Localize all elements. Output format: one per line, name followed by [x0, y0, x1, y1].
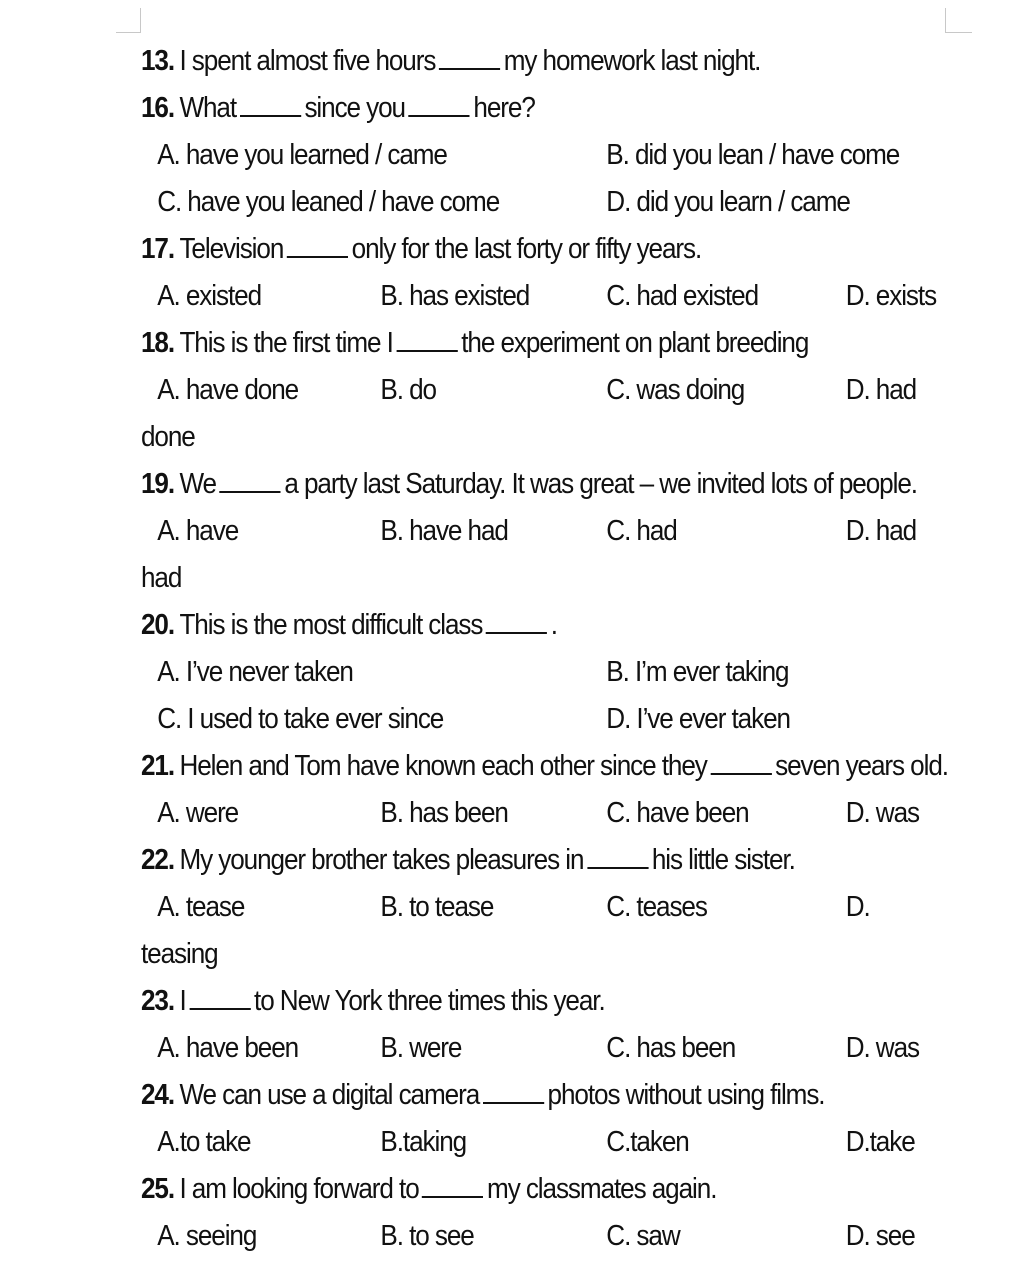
- answer-blank: [486, 608, 547, 634]
- question-number: 24.: [141, 1079, 175, 1111]
- options-row: [141, 649, 870, 696]
- page-corner-marker-right: [945, 8, 972, 33]
- option-b[interactable]: B. do: [380, 374, 436, 406]
- options-row: [141, 273, 937, 320]
- question-text: here?: [473, 92, 535, 124]
- question-number: 25.: [141, 1173, 175, 1205]
- question-number: 17.: [141, 233, 175, 265]
- answer-blank: [396, 326, 457, 352]
- option-d-continued: done: [141, 421, 195, 453]
- option-b[interactable]: B. were: [380, 1032, 462, 1064]
- question-22: [141, 837, 870, 884]
- question-text: We can use a digital camera: [179, 1079, 480, 1111]
- option-d[interactable]: D. had: [845, 515, 917, 547]
- question-number: 19.: [141, 468, 175, 500]
- question-text: I: [179, 985, 186, 1017]
- options-row: [141, 696, 870, 743]
- option-a[interactable]: A. were: [157, 797, 239, 829]
- question-16: [141, 85, 870, 132]
- option-c[interactable]: C. have been: [606, 797, 749, 829]
- answer-blank: [240, 91, 301, 117]
- option-c[interactable]: C. had existed: [606, 280, 759, 312]
- option-a[interactable]: A. tease: [157, 891, 245, 923]
- option-d[interactable]: D.: [845, 891, 870, 923]
- option-d[interactable]: D. see: [845, 1220, 915, 1252]
- question-text: Helen and Tom have known each other since they: [179, 750, 707, 782]
- option-b[interactable]: B.taking: [380, 1126, 467, 1158]
- question-number: 16.: [141, 92, 175, 124]
- question-text: only for the last forty or fifty years.: [351, 233, 702, 265]
- option-b[interactable]: B. have had: [380, 515, 508, 547]
- question-17: [141, 226, 870, 273]
- question-21: [141, 743, 948, 790]
- option-c[interactable]: C. had: [606, 515, 677, 547]
- options-row: [141, 367, 917, 414]
- question-text: a party last Saturday. It was great – we invited lots of people.: [284, 468, 917, 500]
- option-c[interactable]: C. have you leaned / have come: [157, 186, 500, 218]
- question-number: 21.: [141, 750, 175, 782]
- options-row: [141, 884, 870, 931]
- option-c[interactable]: C. teases: [606, 891, 707, 923]
- option-b[interactable]: B. did you lean / have come: [606, 139, 900, 171]
- question-number: 13.: [141, 45, 175, 77]
- answer-blank: [287, 232, 348, 258]
- option-d[interactable]: D.take: [845, 1126, 915, 1158]
- option-a[interactable]: A.to take: [157, 1126, 251, 1158]
- question-text: my homework last night.: [503, 45, 761, 77]
- question-text: Television: [179, 233, 284, 265]
- question-text: seven years old.: [775, 750, 948, 782]
- answer-blank: [422, 1172, 483, 1198]
- question-20: [141, 602, 870, 649]
- question-number: 23.: [141, 985, 175, 1017]
- options-row: [141, 1213, 915, 1260]
- option-a[interactable]: A. seeing: [157, 1220, 257, 1252]
- question-text: the experiment on plant breeding: [461, 327, 809, 359]
- option-c[interactable]: C. was doing: [606, 374, 745, 406]
- option-a[interactable]: A. have you learned / came: [157, 139, 447, 171]
- answer-blank: [587, 843, 648, 869]
- option-b[interactable]: B. to see: [380, 1220, 474, 1252]
- option-d[interactable]: D. was: [845, 797, 919, 829]
- question-text: photos without using films.: [547, 1079, 825, 1111]
- question-text: I am looking forward to: [179, 1173, 419, 1205]
- option-c[interactable]: C. has been: [606, 1032, 736, 1064]
- option-b[interactable]: B. has been: [380, 797, 508, 829]
- question-text: We: [179, 468, 216, 500]
- question-text: This is the most difficult class: [179, 609, 483, 641]
- option-b[interactable]: B. I’m ever taking: [606, 656, 789, 688]
- answer-blank: [483, 1078, 544, 1104]
- options-row: [141, 1119, 915, 1166]
- question-text: to New York three times this year.: [254, 985, 605, 1017]
- option-d[interactable]: D. I’ve ever taken: [606, 703, 790, 735]
- option-c[interactable]: C.taken: [606, 1126, 689, 1158]
- question-text: his little sister.: [651, 844, 795, 876]
- answer-blank: [409, 91, 470, 117]
- option-a[interactable]: A. have been: [157, 1032, 299, 1064]
- question-18: [141, 320, 870, 367]
- question-text: my classmates again.: [487, 1173, 717, 1205]
- option-d[interactable]: D. exists: [845, 280, 937, 312]
- options-row: [141, 508, 917, 555]
- question-text: since you: [304, 92, 405, 124]
- options-row: [141, 179, 870, 226]
- question-13: [141, 38, 870, 85]
- question-23: [141, 978, 870, 1025]
- option-d[interactable]: D. did you learn / came: [606, 186, 850, 218]
- question-text: My younger brother takes pleasures in: [179, 844, 584, 876]
- answer-blank: [189, 984, 250, 1010]
- option-d-continued: had: [141, 562, 182, 594]
- option-b[interactable]: B. to tease: [380, 891, 494, 923]
- option-c[interactable]: C. saw: [606, 1220, 680, 1252]
- question-number: 20.: [141, 609, 175, 641]
- option-d[interactable]: D. had: [845, 374, 917, 406]
- question-text: I spent almost five hours: [179, 45, 436, 77]
- options-row: [141, 132, 900, 179]
- worksheet: [141, 38, 948, 1260]
- options-row: [141, 1025, 919, 1072]
- option-d-continued: teasing: [141, 938, 218, 970]
- option-a[interactable]: A. have done: [157, 374, 299, 406]
- answer-blank: [439, 44, 500, 70]
- options-row: [141, 790, 919, 837]
- option-d[interactable]: D. was: [845, 1032, 919, 1064]
- question-text: This is the first time I: [179, 327, 393, 359]
- question-text: .: [550, 609, 557, 641]
- option-a[interactable]: A. I’ve never taken: [157, 656, 353, 688]
- answer-blank: [220, 467, 281, 493]
- question-number: 22.: [141, 844, 175, 876]
- question-text: What: [179, 92, 237, 124]
- option-a[interactable]: A. existed: [157, 280, 262, 312]
- question-24: [141, 1072, 870, 1119]
- question-number: 18.: [141, 327, 175, 359]
- answer-blank: [710, 749, 771, 775]
- option-c[interactable]: C. I used to take ever since: [157, 703, 444, 735]
- question-25: [141, 1166, 870, 1213]
- option-a[interactable]: A. have: [157, 515, 239, 547]
- option-b[interactable]: B. has existed: [380, 280, 530, 312]
- page-corner-marker-left: [116, 8, 141, 33]
- question-19: [141, 461, 917, 508]
